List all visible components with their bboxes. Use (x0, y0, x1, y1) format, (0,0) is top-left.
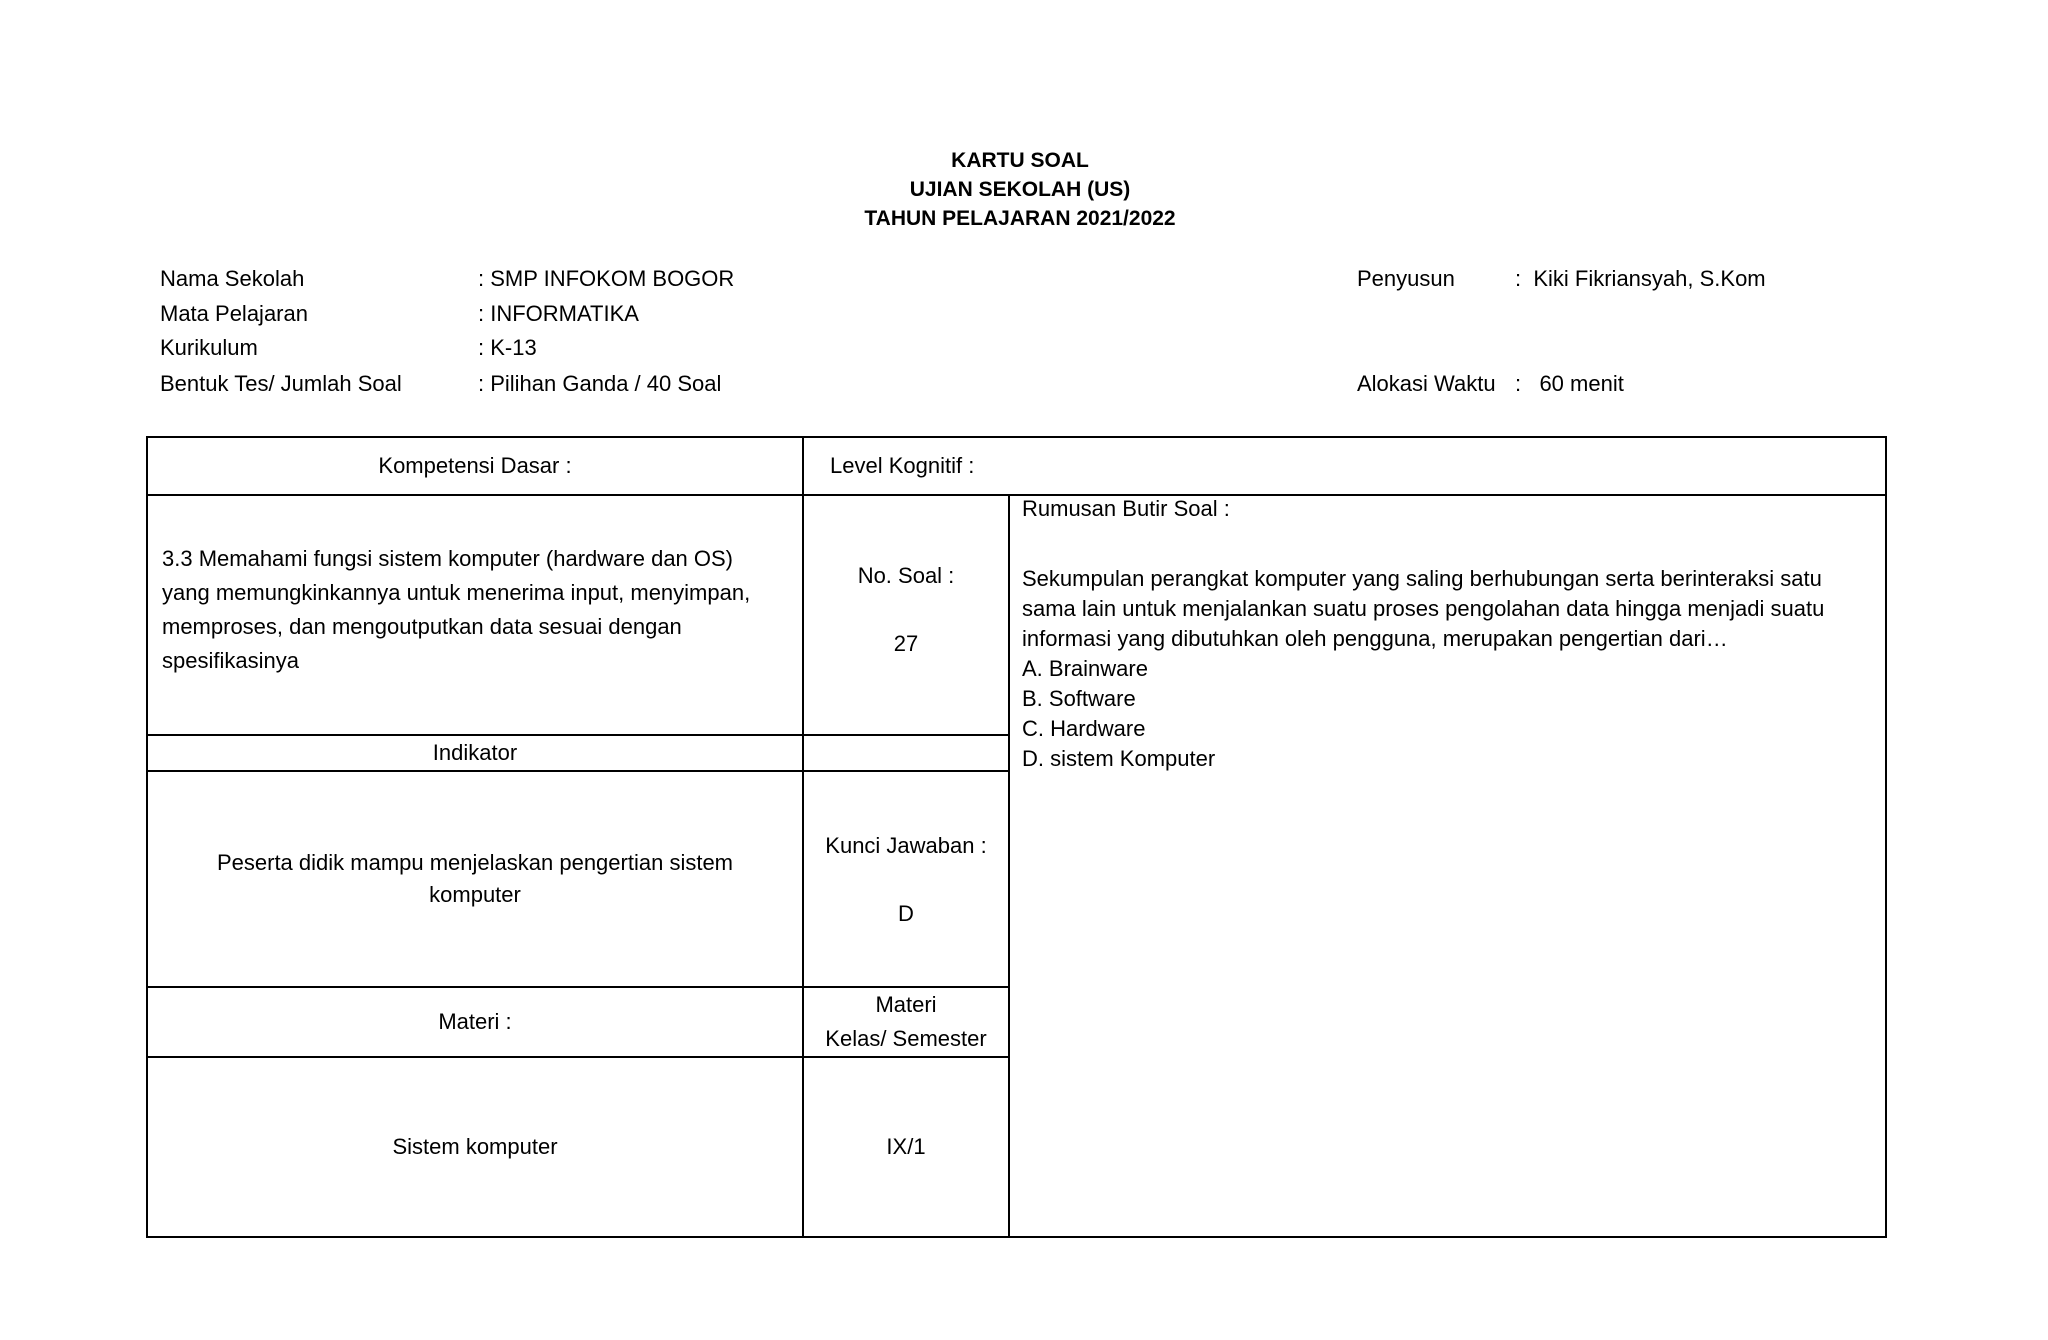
kunci-jawaban-label: Kunci Jawaban : (825, 833, 987, 858)
option-c: C. Hardware (1022, 716, 1146, 741)
question-card-table (146, 436, 1887, 1238)
alokasi-waktu-label: Alokasi Waktu (1357, 371, 1496, 396)
indikator-header: Indikator (432, 740, 518, 765)
kurikulum-label: Kurikulum (160, 335, 258, 360)
rumusan-butir-soal-cell (1008, 494, 1887, 1238)
materi-header: Materi : (438, 1009, 512, 1034)
indikator-text: Peserta didik mampu menjelaskan pengertian sistem komputer (216, 850, 734, 907)
nama-sekolah-label: Nama Sekolah (160, 266, 305, 291)
mata-pelajaran-label: Mata Pelajaran (160, 301, 308, 326)
kelas-semester-value: IX/1 (886, 1134, 926, 1159)
no-soal-value: 27 (893, 631, 919, 656)
indikator-cell (146, 770, 804, 988)
bentuk-tes-label: Bentuk Tes/ Jumlah Soal (160, 371, 402, 396)
materi-kelas-header-line2: Kelas/ Semester (825, 1026, 987, 1051)
title-line-kartu-soal: KARTU SOAL (951, 149, 1089, 172)
penyusun-value: : Kiki Fikriansyah, S.Kom (1515, 266, 1766, 291)
indikator-empty-cell (802, 734, 1010, 772)
materi-header-cell (146, 986, 804, 1058)
alokasi-waktu-value: : 60 menit (1515, 371, 1624, 396)
kompetensi-dasar-text: 3.3 Memahami fungsi sistem komputer (hardware dan OS) yang memungkinkannya untuk menerima input, menyimpan, memproses, dan mengoutputkan data sesuai dengan spesifikasinya (162, 546, 751, 673)
kompetensi-dasar-cell (146, 494, 804, 736)
no-soal-cell (802, 494, 1010, 736)
penyusun-label: Penyusun (1357, 266, 1455, 291)
kompetensi-dasar-header: Kompetensi Dasar : (378, 453, 572, 478)
kunci-jawaban-value: D (898, 901, 914, 926)
materi-kelas-header-line1: Materi (875, 992, 937, 1017)
option-a: A. Brainware (1022, 656, 1148, 681)
bentuk-tes-value: : Pilihan Ganda / 40 Soal (478, 371, 722, 396)
level-kognitif-header-cell (802, 436, 1887, 496)
title-line-tahun-pelajaran: TAHUN PELAJARAN 2021/2022 (864, 207, 1176, 230)
document-title (0, 146, 2040, 233)
materi-value-cell (146, 1056, 804, 1238)
mata-pelajaran-value: : INFORMATIKA (478, 301, 639, 326)
kunci-jawaban-cell (802, 770, 1010, 988)
option-d: D. sistem Komputer (1022, 746, 1216, 771)
kelas-semester-value-cell (802, 1056, 1010, 1238)
no-soal-label: No. Soal : (857, 563, 955, 588)
option-b: B. Software (1022, 686, 1136, 711)
question-text: Sekumpulan perangkat komputer yang saling berhubungan serta berinteraksi satu sama lain untuk menjalankan suatu proses pengolahan data hingga menjadi suatu informasi yang dibutuhkan oleh pengguna, merupakan pengertian dari… (1022, 566, 1825, 651)
materi-kelas-header-cell (802, 986, 1010, 1058)
kompetensi-dasar-header-cell (146, 436, 804, 496)
nama-sekolah-value: : SMP INFOKOM BOGOR (478, 266, 735, 291)
rumusan-label: Rumusan Butir Soal : (1022, 496, 1230, 521)
indikator-header-cell (146, 734, 804, 772)
kurikulum-value: : K-13 (478, 335, 537, 360)
materi-value: Sistem komputer (392, 1134, 558, 1159)
level-kognitif-header: Level Kognitif : (830, 453, 975, 478)
title-line-ujian-sekolah: UJIAN SEKOLAH (US) (909, 178, 1131, 201)
